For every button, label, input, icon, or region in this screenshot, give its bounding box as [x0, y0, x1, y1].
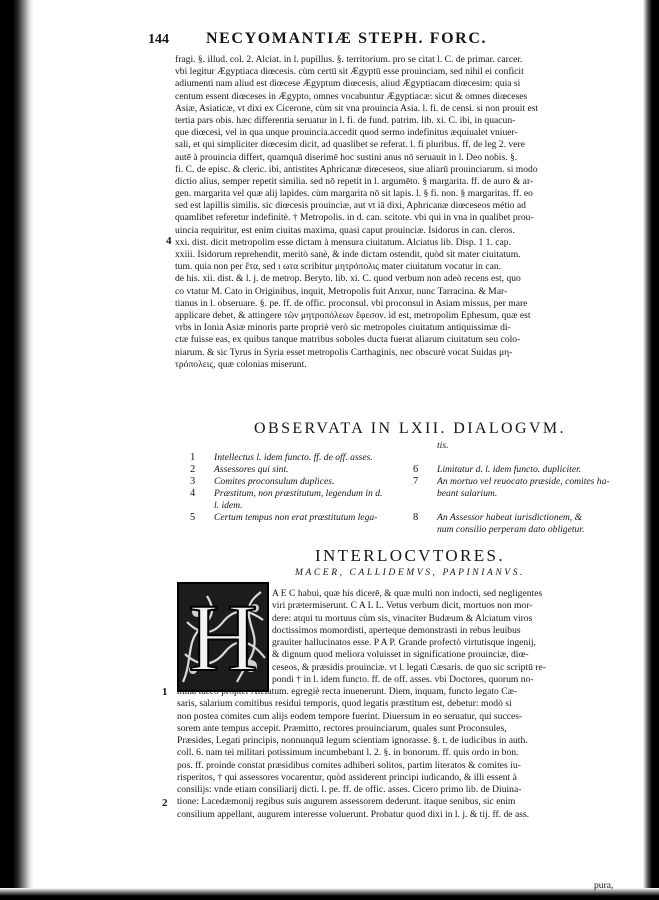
observata-item-number: 3: [190, 476, 196, 487]
text-line: ctæ fuisse eas, ex quibus tanque matribus soboles ducta fuerat aliarum ciuitatum seu colo-: [175, 334, 521, 346]
text-line: co vtatur M. Cato in Originibus, inquit, Metropolis fuit Anxur, nunc Tarracina. & Mar-: [175, 285, 508, 297]
observata-item-number: 8: [413, 512, 419, 523]
observata-item: [413, 524, 633, 536]
text-line: sorem ante tempus accepit. Præmitto, rectores prouinciarum, quales sunt Proconsules,: [177, 722, 507, 734]
text-line: A E C habui, quæ his dicerē, & quæ multi non indocti, sed negligentes: [272, 588, 543, 599]
catchword: pura,: [594, 880, 614, 891]
text-line: dictio alius, semper repetit similia. sed nō repetit in l. argumēto. § margarita. ff. de auro & ar-: [175, 175, 534, 187]
observata-item: [413, 464, 633, 476]
observata-item-number: 7: [413, 476, 419, 487]
observata-item-text: Præstitum, non præstitutum, legendum in d.: [214, 488, 383, 499]
observata-item: [190, 464, 400, 476]
observata-item: [413, 452, 633, 464]
running-head-title: NECYOMANTIÆ STEPH. FORC.: [206, 30, 488, 47]
observata-item-text: Assessores qui sint.: [214, 464, 289, 475]
text-line: que diœcesi, vel in qua unque prouincia.accedit quod sermo indefinitus æquiualet vniuer-: [175, 127, 518, 139]
margin-note-2: 2: [162, 797, 168, 809]
observata-item-text: An Assessor habeat iurisdictionem, &: [437, 512, 583, 523]
text-line: tum. quia non per ἔτα, sed ι ωτα scribitur μητρόπολις mater ciuitatum vocatur in can.: [175, 261, 502, 273]
text-line: xxi. dist. dicit metropolim esse dictam à mensura ciuitatum. Alciatus lib. Disp. 1 1. cap.: [175, 236, 511, 248]
text-line: fragi. §. illud. col. 2. Alciat. in l. pupillus. §. territorium. pro se citat l. C. de primar. carcer.: [175, 54, 523, 65]
observata-item-text: Certum tempus non erat præstitutum lega-: [214, 512, 378, 523]
bottom-scan-shadow: [0, 888, 659, 900]
text-line: Asiæ, Asiaticæ, vt dixi ex Cicerone, cùm sit vna prouincia Asia. l. fi. de censi. si non prouit est: [175, 102, 539, 114]
observata-item: [190, 488, 400, 500]
running-head: [148, 28, 588, 50]
text-line: uincia requiritur, est enim ciuitas maxima, quasi caput prouinciæ. Isidorus in can. cleros.: [175, 224, 515, 236]
page-number: 144: [148, 32, 169, 47]
margin-note-4: 4: [166, 235, 172, 247]
observata-item: [413, 476, 633, 488]
observata-item-text: l. idem.: [214, 500, 243, 511]
text-line: doctissimos momordisti, aperteque demonstrasti in rebus leuibus: [272, 624, 521, 636]
text-line: tianus in l. obseruare. §. pe. ff. de offic. proconsul. vbi proconsul in Asiam missus, per mare: [175, 297, 528, 309]
text-line: autē à prouincia differt, quamquā diserimē hoc sustini anus nō seruauit in l. Deo nobis. §.: [175, 151, 518, 163]
commentary-text-block: [175, 54, 633, 371]
right-scan-shadow: [643, 0, 659, 900]
text-line: saris, salarium comitibus residui temporis, quod legatis præstitum est, debetur: modò si: [177, 698, 512, 710]
text-line: pondi † in l. idem functo. ff. de off. asses. vbi Doctores, quorum no-: [272, 673, 534, 685]
drop-cap-letter: H: [188, 584, 258, 691]
observata-item: [413, 500, 633, 512]
observata-item-text: Comites proconsulum duplices.: [214, 476, 335, 487]
observata-item-text: An mortuo vel reuocato præside, comites ha-: [437, 476, 610, 487]
observata-item-text: Intellectus l. idem functo. ff. de off. asses.: [214, 452, 373, 463]
observata-item-number: 2: [190, 464, 196, 475]
text-line: non postea comites cum alijs eodem tempore fuerint. Diuersum in eo seruatur, qui succes-: [177, 710, 523, 722]
observata-list-left: [190, 452, 400, 524]
text-line: consilium appellant, augurem interesse voluerunt. Probatur quod dixi in l. j. & tij. ff. de ass.: [177, 808, 530, 820]
text-line: mina taceo propter Alciatum. egregiè recta inuenerunt. Diem, inquam, functo legato Cæ-: [177, 686, 518, 697]
text-line: pos. ff. proinde constat præsidibus comites adhiberi solitos, partim literatos & comites iu-: [177, 759, 521, 771]
text-line: & dignum quod meliora voluisset in significatione prouinciæ, diœ-: [272, 649, 529, 661]
text-line: vbi legitur Ægyptiaca diœcesis. cùm certū sit Ægyptū esse prouinciam, sed nihil ei conficit: [175, 66, 524, 78]
text-line: sali, et qui simpliciter diœcesim dicit, ad quaslibet se referat. l. fi pluribus. ff. de leg 2. vere: [175, 139, 525, 151]
observata-item: [190, 512, 400, 524]
dialog-text-block: [177, 588, 634, 821]
text-line: viri prætermiserunt. C A L L. Vetus verbum dicit, mortuos non mor-: [272, 600, 533, 612]
left-scan-shadow: [0, 0, 34, 900]
observata-item: [413, 512, 633, 524]
observata-heading: OBSERVATA IN LXII. DIALOGVM.: [254, 420, 566, 437]
text-line: Præsides, Legati principis, nonnunquā legum scientiam ignorasse. §. t. de iudicibus in auth.: [177, 735, 528, 746]
text-line: niarum. & sic Tyrus in Syria esset metropolis Carthaginis, nec obscurè vocat Suidas μη-: [175, 346, 513, 358]
text-line: fi. C. de episc. & cleric. ibi, antistites Aphricanæ diœceseos, siue aliarū prouinciarum. si modo: [175, 163, 538, 175]
observata-item: [413, 488, 633, 500]
margin-note-1: 1: [162, 686, 168, 698]
text-line: grauiter hallucinatos esse. P A P. Grande profectò virtutisque ingenij,: [272, 637, 536, 648]
interlocutores-heading: INTERLOCVTORES.: [314, 546, 506, 565]
observata-item-text: tis.: [437, 440, 449, 451]
text-line: consilijs: vnde etiam consiliarij dicti. l. pe. ff. de offic. asses. Cicero primo lib. de Diuina-: [177, 784, 522, 795]
observata-item-text: beant salarium.: [437, 488, 498, 499]
text-line: centum essent diœceses in Ægypto, omnes vocabuntur Ægyptiacæ: sicut & omnes diœceses: [175, 90, 528, 102]
observata-item: [413, 440, 633, 452]
text-line: applicare debet, & attingere τῶν μητροπόλεων ἔφεσον. id est, metropolim Ephesum, quæ est: [175, 309, 531, 321]
observata-item-text: Limitatur d. l. idem functo. dupliciter.: [437, 464, 582, 475]
text-line: gen. margarita vel quæ alij lapides. cùm margarita nō sit lapis. l. § fi. non. § margaritas. ff. eo: [175, 188, 533, 200]
text-line: risperitos, † qui assessores vocarentur, quòd assiderent principi iudicando, & illi essent à: [177, 771, 517, 783]
text-line: adiumenti nam aliud est diœcese Ægyptum diœcesis, aliud Ægyptiacam diœcesim: quia si: [175, 78, 521, 90]
text-line: ceseos, & præsidis prouinciæ. vt l. legati Cæsaris. de quo sic scriptū re-: [272, 661, 546, 673]
observata-item-number: 5: [190, 512, 196, 523]
text-line: vrbs in Ionia Asiæ minoris parte propriè verò sic metropoles ciuitatum antiquissimæ di-: [175, 322, 511, 334]
text-line: xxiii. Isidorum reprehendit, meritò sanè, & inde dictam ostendit, quòd sit mater ciuitatum.: [175, 249, 521, 260]
observata-item: [190, 452, 400, 464]
text-line: coll. 6. nam tei militari potissimum incumbebant l. 2. §. in bonorum. ff. quis ordo in bon.: [177, 747, 519, 759]
text-line: τρόπολεις, quæ colonias miserunt.: [175, 358, 307, 370]
observata-item-number: 6: [413, 464, 419, 475]
text-line: quamlibet referetur indefinitè. † Metropolis. in d. can. scitote. vbi qui in vna in qualibet prou-: [175, 212, 534, 224]
observata-item-text: num consilio perperam dato obligetur.: [437, 524, 585, 535]
text-line: tertia pars obis. hæc differentia seruatur in l. fi. de fund. patrim. lib. xi. C. ibi, in quacun-: [175, 114, 516, 126]
text-line: de his. xii. dist. & l. j. de metrop. Beryto. lib. xi. C. quod verbum non adeò recens est, quo: [175, 273, 521, 285]
observata-item: [190, 500, 400, 512]
observata-item-number: 1: [190, 452, 196, 463]
observata-item-number: 4: [190, 488, 196, 499]
observata-item: [190, 476, 400, 488]
observata-list-right: [413, 440, 633, 536]
speaker-list: MACER, CALLIDEMVS, PAPINIANVS.: [294, 568, 526, 578]
text-line: tione: Lacedæmonij regibus suis augurem assessorem dederunt. itaque senibus, sic enim: [177, 796, 516, 808]
text-line: dere: atqui tu mortuus cùm sis, vinaciter Budæum & Alciatum viros: [272, 612, 533, 624]
text-line: sed est lapillis similis. sic diœcesis prouinciæ, aut vt iā dixi, Aphricanæ diœceseos métio ad: [175, 200, 526, 212]
